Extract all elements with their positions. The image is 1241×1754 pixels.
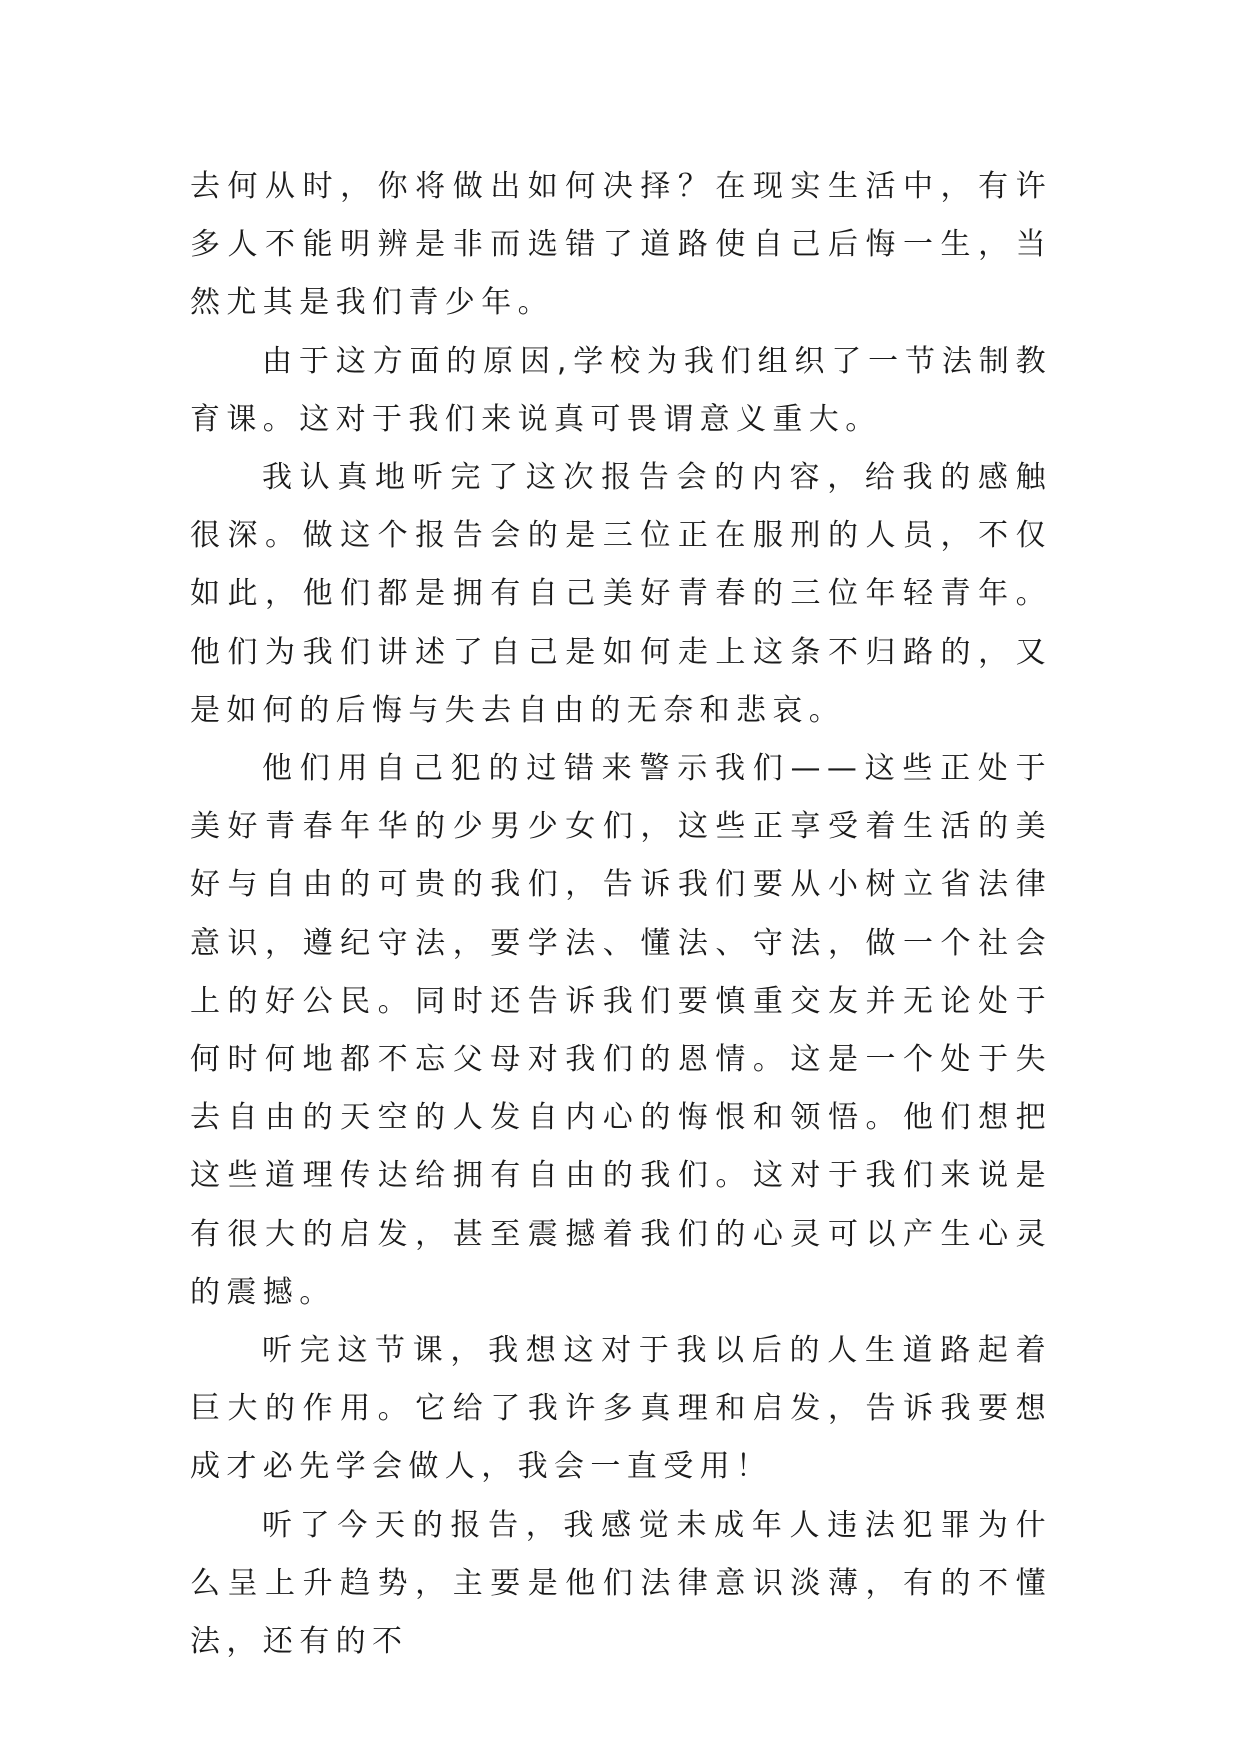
paragraph-2: 由于这方面的原因,学校为我们组织了一节法制教育课。这对于我们来说真可畏谓意义重大。 [190, 343, 1052, 437]
paragraph-1: 去何从时，你将做出如何决择？在现实生活中，有许多人不能明辨是非而选错了道路使自己后悔一生，当然尤其是我们青少年。 [190, 169, 1052, 321]
paragraph-6: 听了今天的报告，我感觉未成年人违法犯罪为什么呈上升趋势，主要是他们法律意识淡薄，有的不懂法，还有的不 [190, 1507, 1052, 1660]
paragraph-5: 听完这节课，我想这对于我以后的人生道路起着巨大的作用。它给了我许多真理和启发，告诉我要想成才必先学会做人，我会一直受用！ [190, 1333, 1052, 1485]
body-text [190, 158, 1052, 1671]
paragraph-3: 我认真地听完了这次报告会的内容，给我的感触很深。做这个报告会的是三位正在服刑的人员，不仅如此，他们都是拥有自己美好青春的三位年轻青年。他们为我们讲述了自己是如何走上这条不归路的，又是如何的后悔与失去自由的无奈和悲哀。 [190, 460, 1052, 728]
paragraph-4: 他们用自己犯的过错来警示我们——这些正处于美好青春年华的少男少女们，这些正享受着生活的美好与自由的可贵的我们，告诉我们要从小树立省法律意识，遵纪守法，要学法、懂法、守法，做一个社会上的好公民。同时还告诉我们要慎重交友并无论处于何时何地都不忘父母对我们的恩情。这是一个处于失去自由的天空的人发自内心的悔恨和领悟。他们想把这些道理传达给拥有自由的我们。这对于我们来说是有很大的启发，甚至震撼着我们的心灵可以产生心灵的震撼。 [190, 751, 1052, 1310]
